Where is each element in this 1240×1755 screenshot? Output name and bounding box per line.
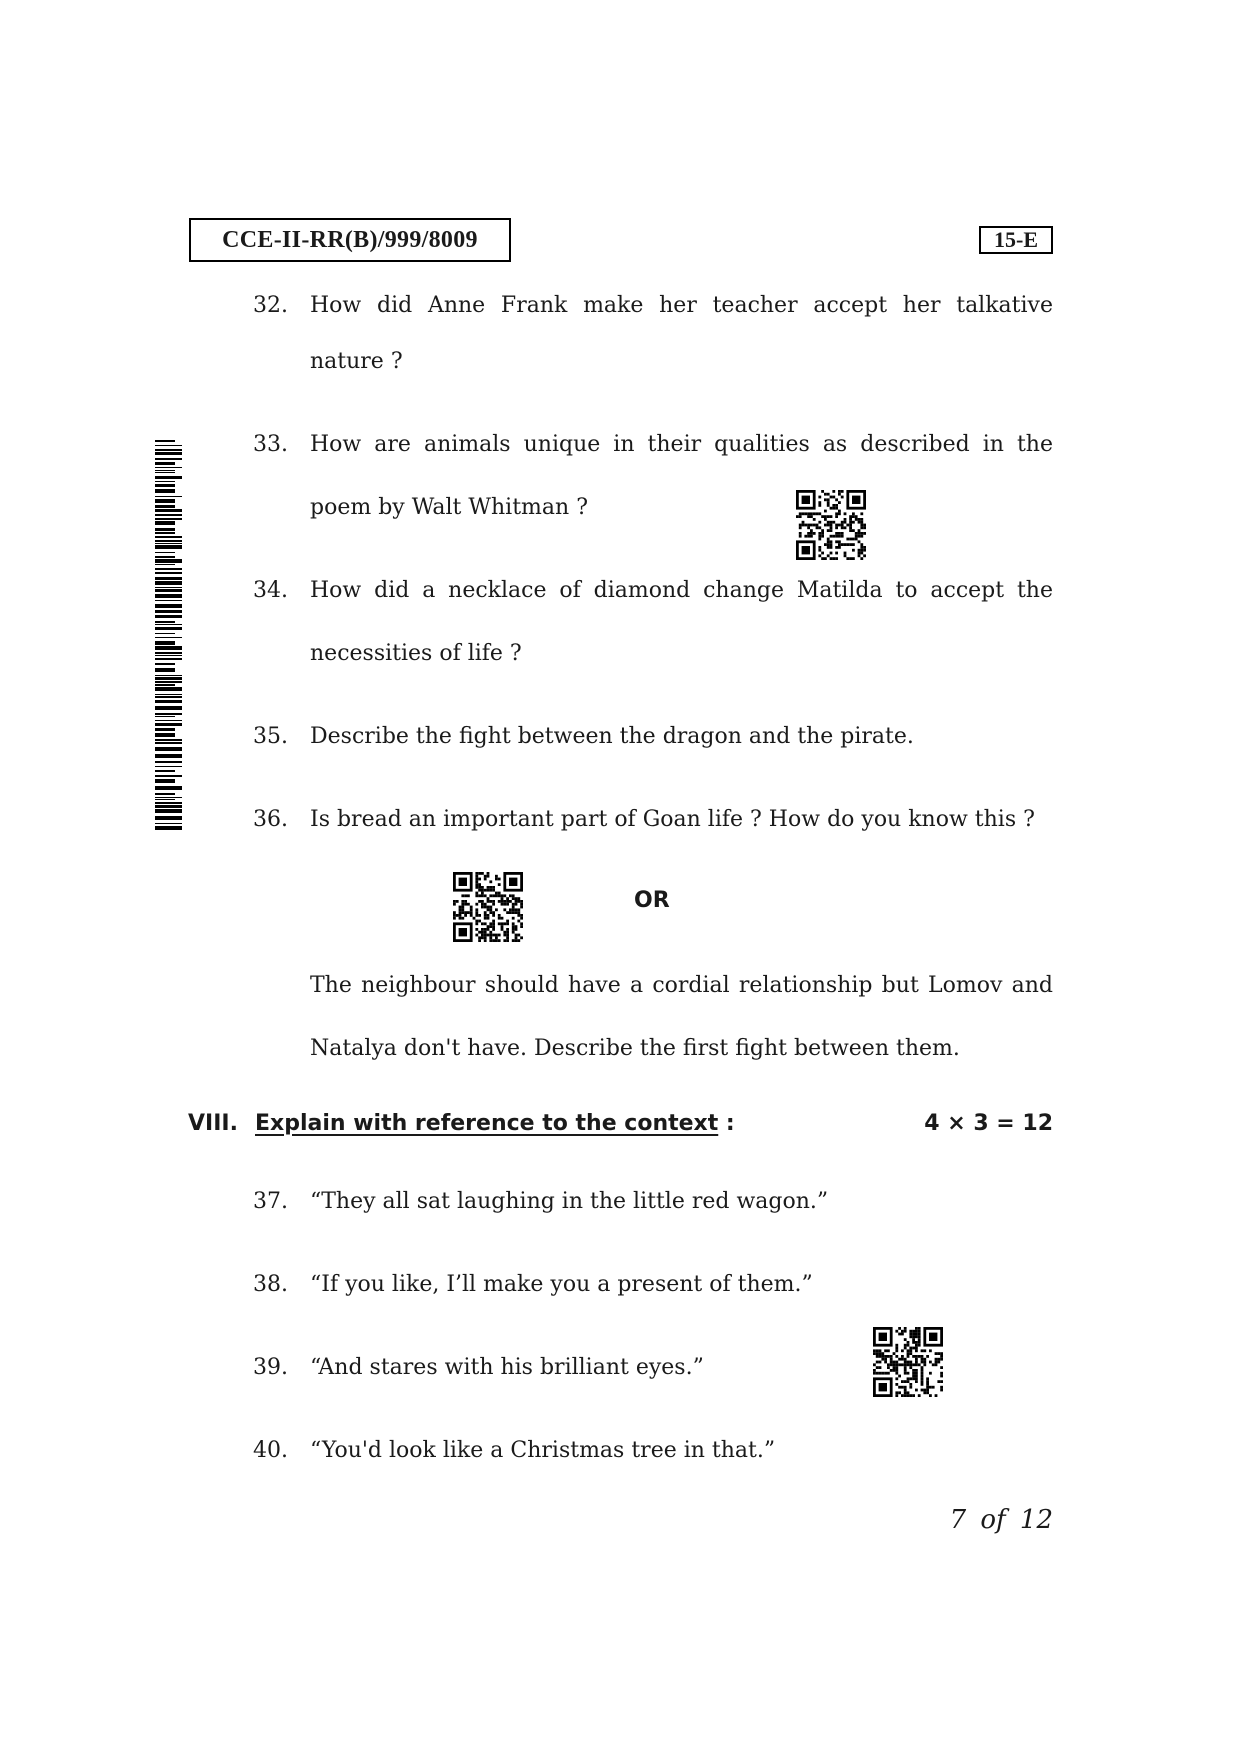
section-colon: :: [718, 1111, 735, 1136]
question-number: 35.: [253, 724, 288, 749]
question-number: 40.: [253, 1438, 288, 1463]
question-text-continued: nature ?: [310, 349, 403, 374]
question-text-continued: poem by Walt Whitman ?: [310, 495, 588, 520]
question-text: Describe the fight between the dragon and the pirate.: [310, 724, 914, 749]
page-number: 7 of 12: [949, 1505, 1053, 1535]
question-number: 38.: [253, 1272, 288, 1297]
question-text: How did a necklace of diamond change Matilda to accept the: [310, 578, 1053, 603]
question-number: 33.: [253, 432, 288, 457]
section-number: VIII.: [188, 1111, 238, 1136]
question-text: “And stares with his brilliant eyes.”: [310, 1355, 704, 1380]
question-text: How did Anne Frank make her teacher accept her talkative: [310, 293, 1053, 318]
qr-code-image: [796, 490, 866, 560]
barcode-image: [155, 440, 182, 833]
question-text: “You'd look like a Christmas tree in that.”: [310, 1438, 776, 1463]
question-number: 34.: [253, 578, 288, 603]
paper-code-box: CCE-II-RR(B)/999/8009: [189, 218, 511, 262]
alternative-question-line-2: Natalya don't have. Describe the first fight between them.: [310, 1036, 960, 1061]
question-number: 32.: [253, 293, 288, 318]
question-text: “If you like, I’ll make you a present of them.”: [310, 1272, 813, 1297]
question-number: 39.: [253, 1355, 288, 1380]
question-text: Is bread an important part of Goan life ? How do you know this ?: [310, 807, 1035, 832]
section-heading: [255, 1110, 735, 1138]
question-text-continued: necessities of life ?: [310, 641, 522, 666]
question-number: 37.: [253, 1189, 288, 1214]
version-box: 15-E: [979, 226, 1053, 254]
alternative-question-text: The neighbour should have a cordial relationship but Lomov and: [310, 973, 1053, 998]
question-text: How are animals unique in their qualities as described in the: [310, 432, 1053, 457]
section-title: Explain with reference to the context: [255, 1111, 719, 1136]
qr-code-image: [873, 1327, 943, 1397]
section-marks: 4 × 3 = 12: [924, 1111, 1053, 1136]
question-text: “They all sat laughing in the little red wagon.”: [310, 1189, 829, 1214]
qr-code-image: [453, 872, 523, 942]
question-number: 36.: [253, 807, 288, 832]
or-separator: OR: [634, 888, 670, 913]
alternative-question-line-1: [310, 972, 1053, 1000]
